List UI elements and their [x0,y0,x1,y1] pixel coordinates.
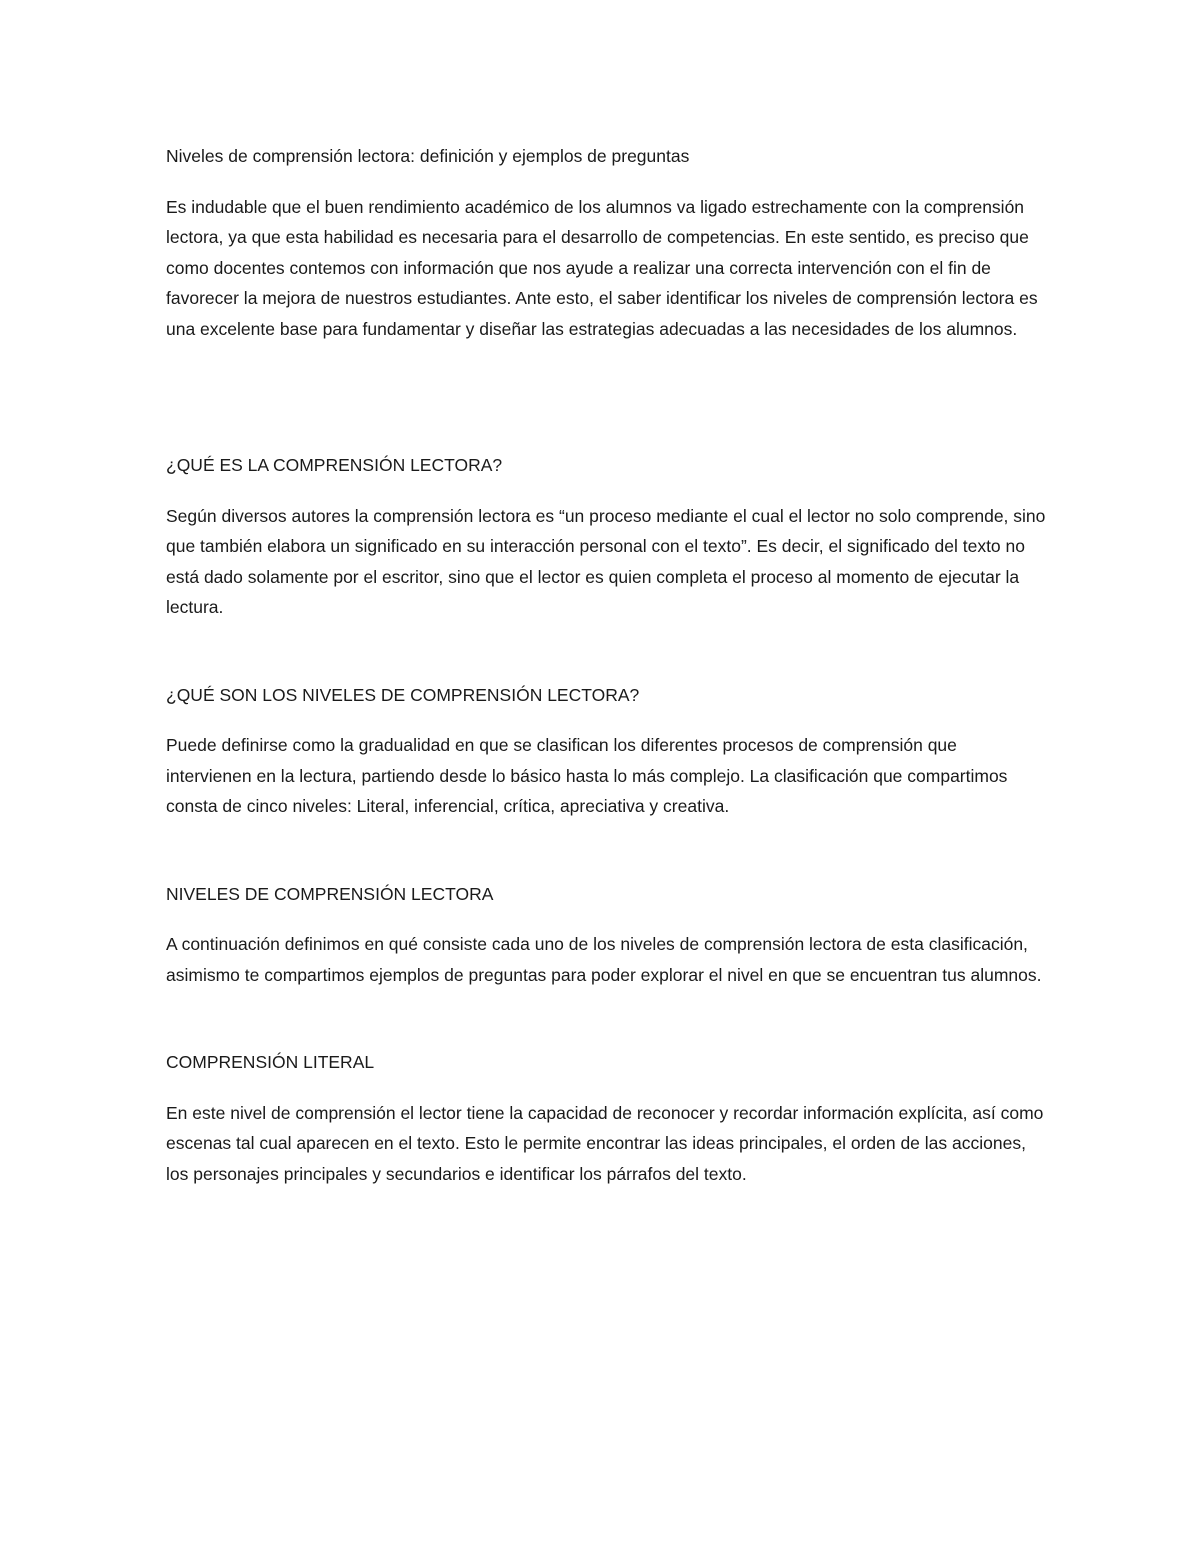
document-title: Niveles de comprensión lectora: definición y ejemplos de preguntas [166,146,690,166]
section-heading-niveles-que-son: ¿QUÉ SON LOS NIVELES DE COMPRENSIÓN LECTORA? [166,684,640,705]
section-heading-literal: COMPRENSIÓN LITERAL [166,1052,375,1072]
section-heading-niveles: NIVELES DE COMPRENSIÓN LECTORA [166,883,494,904]
document-body [166,141,1046,1189]
section-body-niveles: A continuación definimos en qué consiste cada uno de los niveles de comprensión lectora de esta clasificación, asimismo te compartimos ejemplos de preguntas para poder explorar el nivel en que se encuentran tus alumnos. [166,934,1042,985]
section-body-niveles-que-son: Puede definirse como la gradualidad en que se clasifican los diferentes procesos de comprensión que intervienen en la lectura, partiendo desde lo básico hasta lo más complejo. La clasificación que compartimos consta de cinco niveles: Literal, inferencial, crítica, apreciativa y creativa. [166,735,1008,816]
section-heading-que-es: ¿QUÉ ES LA COMPRENSIÓN LECTORA? [166,455,503,475]
section-body-literal: En este nivel de comprensión el lector tiene la capacidad de reconocer y recordar información explícita, así como escenas tal cual aparecen en el texto. Esto le permite encontrar las ideas principales, el orden de las acciones, los personajes principales y secundarios e identificar los párrafos del texto. [166,1102,1044,1184]
section-body-que-es: Según diversos autores la comprensión lectora es “un proceso mediante el cual el lector no solo comprende, sino que también elabora un significado en su interacción personal con el texto”. Es decir, el significado del texto no está dado solamente por el escritor, sino que el lector es quien completa el proceso al momento de ejecutar la lectura. [166,505,1046,617]
intro-paragraph: Es indudable que el buen rendimiento académico de los alumnos va ligado estrechamente con la comprensión lectora, ya que esta habilidad es necesaria para el desarrollo de competencias. En este sentido, es preciso que como docentes contemos con información que nos ayude a realizar una correcta intervención con el fin de favorecer la mejora de nuestros estudiantes. Ante esto, el saber identificar los niveles de comprensión lectora es una excelente base para fundamentar y diseñar las estrategias adecuadas a las necesidades de los alumnos. [166,196,1038,339]
